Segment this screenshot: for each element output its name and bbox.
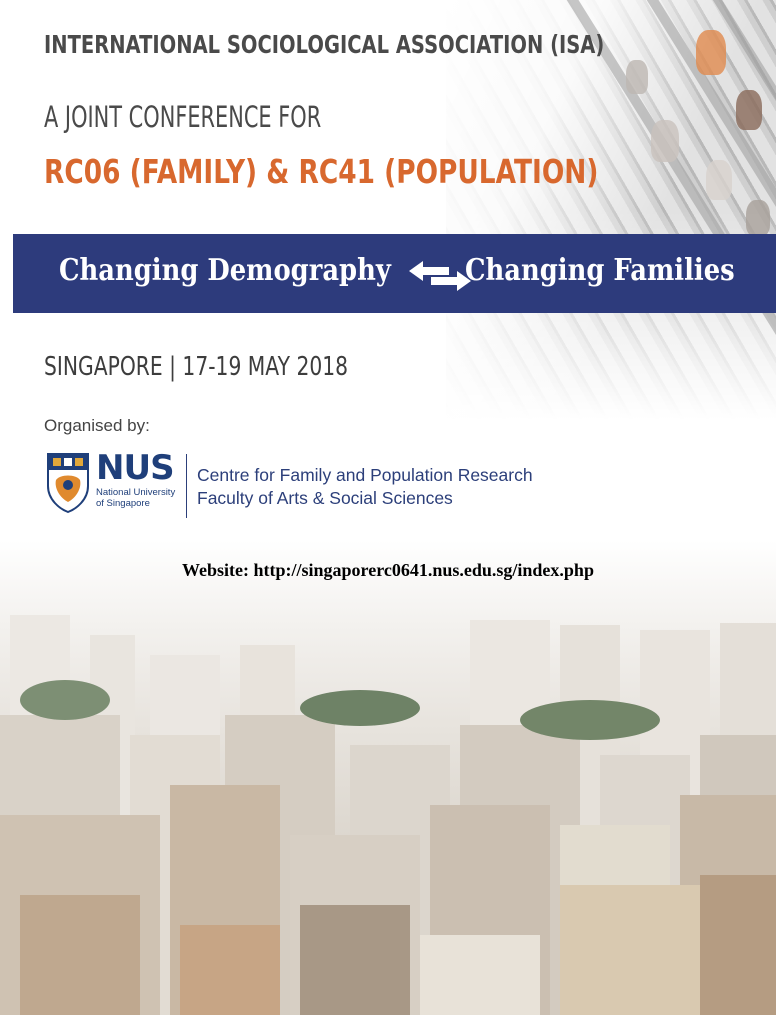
faculty-name: Faculty of Arts & Social Sciences bbox=[197, 488, 453, 508]
website-link[interactable]: Website: http://singaporerc0641.nus.edu.sg/index.php bbox=[182, 560, 594, 580]
city-skyline-photo bbox=[0, 540, 776, 1015]
association-heading: INTERNATIONAL SOCIOLOGICAL ASSOCIATION (ISA) bbox=[44, 30, 605, 59]
banner-right-text: Changing Families bbox=[465, 253, 735, 288]
organised-by-label: Organised by: bbox=[44, 416, 150, 435]
place-date: SINGAPORE | 17-19 MAY 2018 bbox=[44, 352, 349, 382]
nus-logo-text: NUS bbox=[96, 448, 174, 488]
theme-banner bbox=[13, 234, 776, 313]
centre-name: Centre for Family and Population Research bbox=[197, 465, 533, 485]
nus-logo bbox=[46, 448, 186, 518]
committees-heading: RC06 (FAMILY) & RC41 (POPULATION) bbox=[44, 152, 599, 191]
nus-subtitle-line2: of Singapore bbox=[96, 498, 150, 509]
nus-subtitle-line1: National University bbox=[96, 487, 176, 498]
logo-divider bbox=[186, 454, 187, 518]
escalator-photo bbox=[446, 0, 776, 420]
bidirectional-arrow-icon bbox=[409, 259, 471, 293]
banner-left-text: Changing Demography bbox=[59, 253, 391, 288]
joint-conference-heading: A JOINT CONFERENCE FOR bbox=[44, 100, 322, 134]
nus-crest-icon bbox=[46, 452, 90, 514]
